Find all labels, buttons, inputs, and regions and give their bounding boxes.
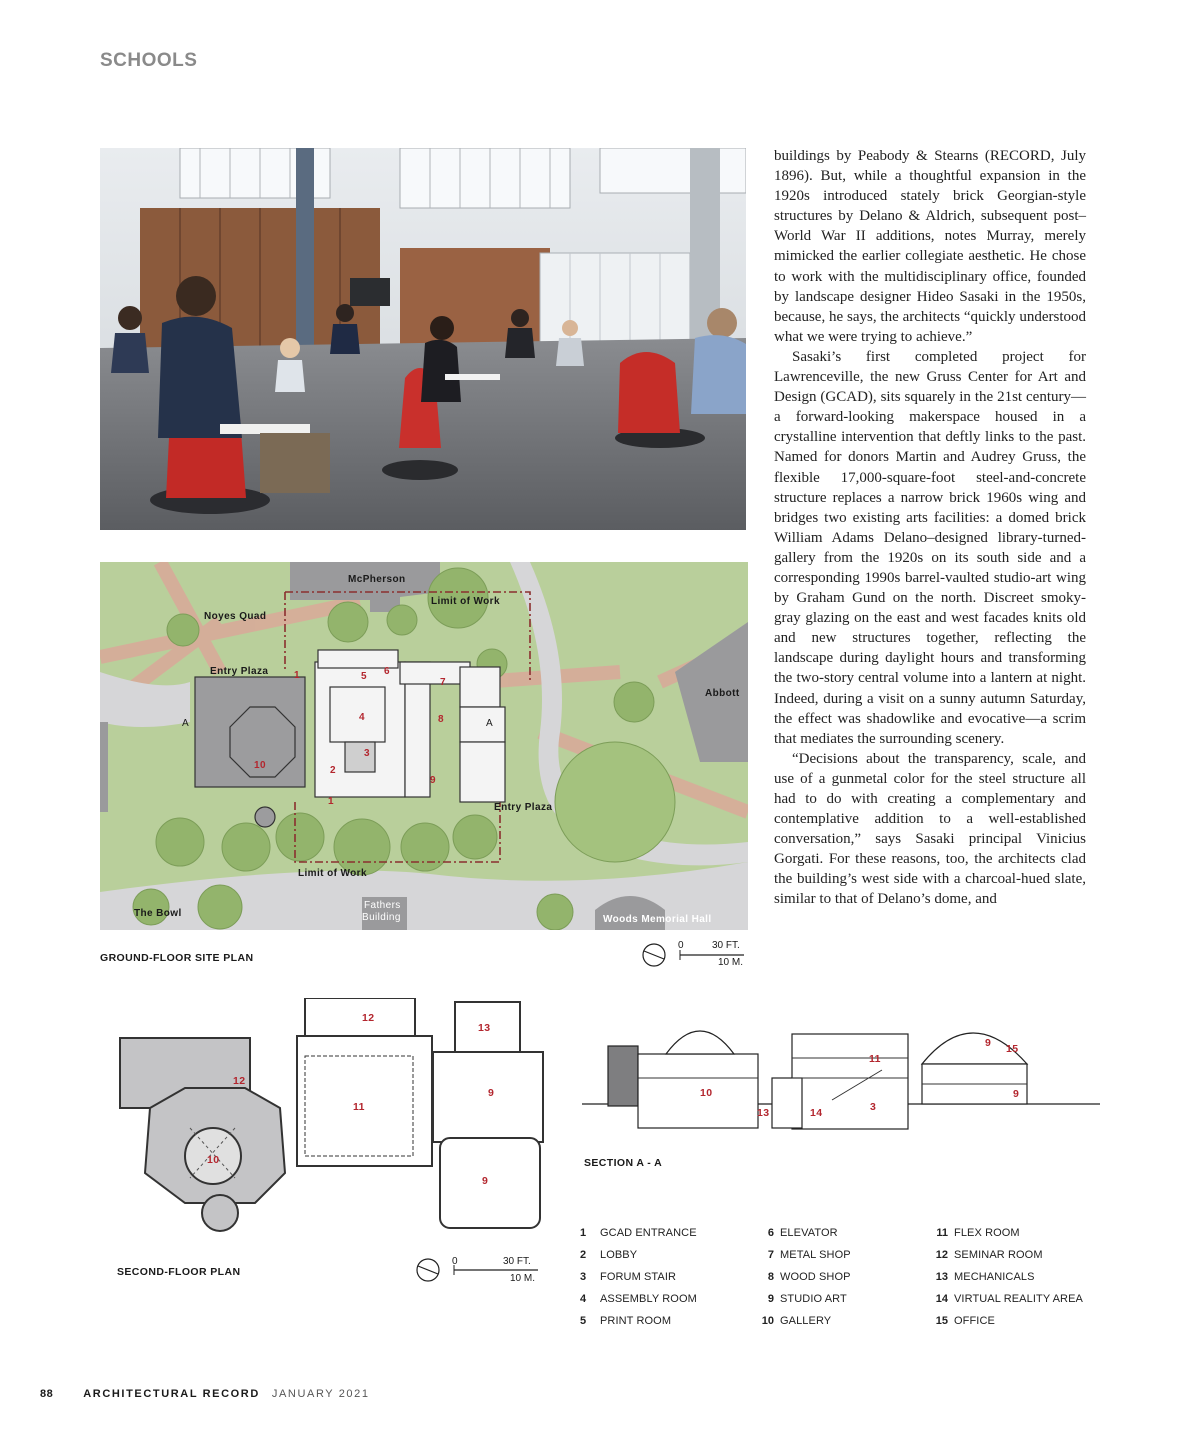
- legend-item: [580, 1313, 697, 1335]
- room-number: 3: [364, 748, 370, 759]
- legend-item: [750, 1313, 851, 1335]
- legend-number: 3: [580, 1271, 587, 1283]
- room-number: 15: [1006, 1043, 1019, 1055]
- room-number: 10: [254, 760, 266, 771]
- room-number: 9: [430, 775, 436, 786]
- room-number: 10: [207, 1154, 220, 1166]
- legend-number: 15: [935, 1315, 948, 1327]
- scale-meters: 10 M.: [718, 957, 744, 968]
- ground-floor-site-plan: [100, 562, 748, 930]
- legend-item: [924, 1225, 1083, 1247]
- legend-number: 7: [767, 1249, 774, 1261]
- scale-zero: 0: [678, 940, 684, 951]
- legend-label: ASSEMBLY ROOM: [600, 1293, 697, 1305]
- limit-of-work-label: Limit of Work: [431, 596, 500, 607]
- issue-date: JANUARY 2021: [271, 1388, 370, 1400]
- article-paragraph: “Decisions about the transparency, scale, and use of a gunmetal color for the steel structure all had to do with creating a complementary and contemplative addition to a well-established conversation,” says Sasaki principal Vinicius Gorgati. For these reasons, too, the architects clad the building’s west side with a charcoal-hued slate, similar to that of Delano’s dome, and: [774, 750, 1086, 908]
- room-number: 9: [488, 1087, 495, 1099]
- legend-number: 2: [580, 1249, 587, 1261]
- legend-label: STUDIO ART: [780, 1293, 847, 1305]
- site-plan-caption: GROUND-FLOOR SITE PLAN: [100, 952, 254, 964]
- noyes-quad-label: Noyes Quad: [204, 611, 267, 622]
- page-footer: [40, 1388, 370, 1400]
- room-number: 10: [700, 1087, 713, 1099]
- legend-number: 6: [767, 1227, 774, 1239]
- room-number: 1: [294, 670, 300, 681]
- scale-feet: 30 FT.: [503, 1256, 531, 1267]
- room-number: 5: [361, 671, 367, 682]
- legend-number: 1: [580, 1227, 587, 1239]
- legend-item: [924, 1247, 1083, 1269]
- legend-label: MECHANICALS: [954, 1271, 1035, 1283]
- second-floor-plan-caption: SECOND-FLOOR PLAN: [117, 1266, 241, 1278]
- room-number: 13: [478, 1022, 491, 1034]
- legend-label: VIRTUAL REALITY AREA: [954, 1293, 1083, 1305]
- room-number: 12: [362, 1012, 375, 1024]
- section-a-a-drawing: [582, 1008, 1102, 1133]
- limit-of-work-label: Limit of Work: [298, 868, 367, 879]
- page-number: 88: [40, 1388, 54, 1400]
- mcpherson-label: McPherson: [348, 574, 406, 585]
- article-paragraph: Sasaki’s first completed project for Lawrenceville, the new Gruss Center for Art and Design (GCAD), sits squarely in the 21st century—a forward-looking makerspace housed in a crystalline intervention that deftly links to the past. Named for donors Martin and Audrey Gruss, the flexible 17,000-square-foot steel-and-concrete structure replaces a narrow brick 1960s wing and bridges two existing arts facilities: a domed brick William Adams Delano–designed library-turned-gallery from the 1920s on its south side and a corresponding 1990s barrel-vaulted studio-art wing by Graham Gund on the north. Discreet smoky-gray glazing on the east and west facades knits old and new structures together, reflecting the landscape during daylight hours and transforming the two-story central volume into a lantern at night. Indeed, during a visit on a sunny autumn Saturday, the effect was shadowlike and evocative—a scrim that mediates the surrounding scenery.: [774, 348, 1086, 747]
- classroom-photo: [100, 148, 746, 530]
- room-number: 3: [870, 1101, 877, 1113]
- legend-item: [580, 1291, 697, 1313]
- legend-label: SEMINAR ROOM: [954, 1249, 1043, 1261]
- section-marker-a: A: [486, 718, 494, 729]
- classroom-photo-illustration: [100, 148, 746, 530]
- legend-number: 12: [935, 1249, 948, 1261]
- legend-label: WOOD SHOP: [780, 1271, 851, 1283]
- room-number: 1: [328, 796, 334, 807]
- legend-column: [924, 1225, 1083, 1335]
- legend-number: 10: [761, 1315, 774, 1327]
- legend-column: [580, 1225, 697, 1335]
- legend-number: 5: [580, 1315, 587, 1327]
- legend-number: 8: [767, 1271, 774, 1283]
- legend-column: [750, 1225, 851, 1335]
- room-number: 9: [985, 1037, 992, 1049]
- legend-label: LOBBY: [600, 1249, 638, 1261]
- room-number: 9: [482, 1175, 489, 1187]
- site-plan-drawing: [100, 562, 748, 930]
- legend-item: [750, 1225, 851, 1247]
- room-number: 9: [1013, 1088, 1020, 1100]
- legend-item: [750, 1247, 851, 1269]
- entry-plaza-label: Entry Plaza: [494, 802, 553, 813]
- fathers-building-label: Building: [362, 912, 401, 923]
- legend-item: [750, 1269, 851, 1291]
- room-number: 2: [330, 765, 336, 776]
- room-number: 11: [353, 1101, 365, 1113]
- fathers-building-label: Fathers: [364, 900, 401, 911]
- legend-item: [580, 1225, 697, 1247]
- legend-label: FORUM STAIR: [600, 1271, 677, 1283]
- legend-number: 14: [935, 1293, 948, 1305]
- room-number: 11: [869, 1053, 881, 1065]
- legend-item: [924, 1291, 1083, 1313]
- scale-meters: 10 M.: [510, 1273, 536, 1284]
- section-label: SCHOOLS: [100, 50, 198, 71]
- legend-number: 4: [580, 1293, 587, 1305]
- room-number: 13: [757, 1107, 770, 1119]
- legend-label: GALLERY: [780, 1315, 832, 1327]
- legend-item: [924, 1313, 1083, 1335]
- scale-zero: 0: [452, 1256, 458, 1267]
- room-number: 7: [440, 677, 446, 688]
- room-number: 4: [359, 712, 365, 723]
- legend-item: [580, 1269, 697, 1291]
- the-bowl-label: The Bowl: [134, 908, 182, 919]
- abbott-label: Abbott: [705, 688, 740, 699]
- woods-memorial-hall-label: Woods Memorial Hall: [603, 914, 712, 925]
- room-number: 6: [384, 666, 390, 677]
- section-marker-a: A: [182, 718, 190, 729]
- entry-plaza-label: Entry Plaza: [210, 666, 269, 677]
- legend-number: 11: [936, 1227, 948, 1239]
- legend-label: GCAD ENTRANCE: [600, 1227, 697, 1239]
- article-body: [774, 146, 1086, 910]
- legend-label: OFFICE: [954, 1315, 995, 1327]
- publication-name: ARCHITECTURAL RECORD: [83, 1388, 260, 1400]
- legend-number: 13: [935, 1271, 948, 1283]
- scale-feet: 30 FT.: [712, 940, 740, 951]
- room-number: 8: [438, 714, 444, 725]
- legend-item: [924, 1269, 1083, 1291]
- section-caption: SECTION A - A: [584, 1157, 663, 1169]
- legend-item: [580, 1247, 697, 1269]
- room-number: 14: [810, 1107, 823, 1119]
- article-paragraph: buildings by Peabody & Stearns (RECORD, July 1896). But, while a thoughtful expansion in the 1920s introduced stately brick Georgian-style structures by Delano & Aldrich, subsequent post–World War II additions, notes Murray, merely mimicked the earlier collegiate aesthetic. He chose to work with the multidisciplinary office, founded by landscape designer Hideo Sasaki in the 1950s, because, he says, the architects “quickly understood what we were trying to achieve.”: [774, 148, 1086, 345]
- legend-item: [750, 1291, 851, 1313]
- legend-number: 9: [767, 1293, 774, 1305]
- room-number: 12: [233, 1075, 246, 1087]
- legend-label: FLEX ROOM: [954, 1227, 1020, 1239]
- legend-label: METAL SHOP: [780, 1249, 851, 1261]
- legend-label: PRINT ROOM: [600, 1315, 672, 1327]
- legend-label: ELEVATOR: [780, 1227, 838, 1239]
